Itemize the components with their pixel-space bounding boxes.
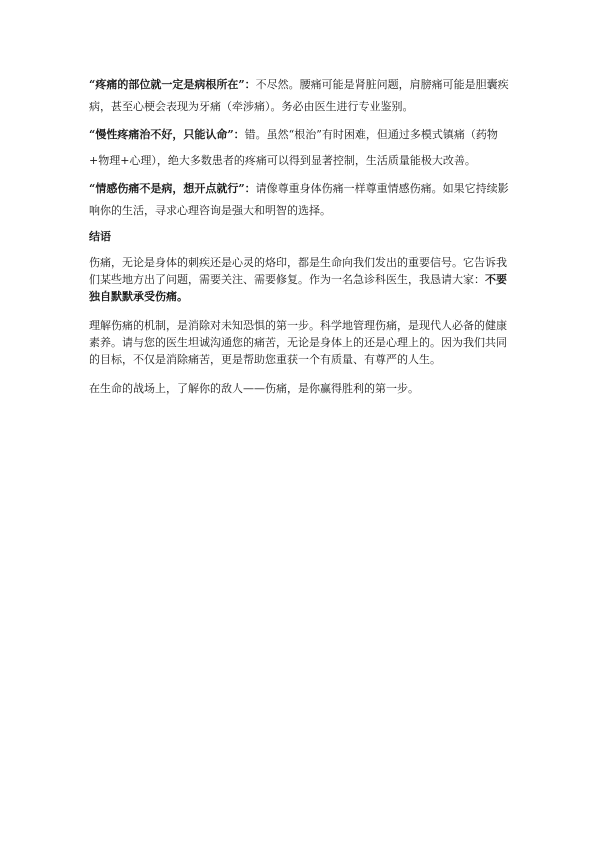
myth-title: “慢性疼痛治不好，只能认命”：: [89, 128, 245, 141]
document-content: [89, 74, 517, 397]
myth-item: [89, 178, 517, 222]
conclusion-emphasis: 不要独自默默承受伤痛。: [89, 273, 507, 303]
myth-text: 请像尊重身体伤痛一样尊重情感伤痛。如果它持续影响你的生活，寻求心理咨询是强大和明智的选择。: [89, 182, 509, 217]
myth-title: “情感伤痛不是病，想开点就行”：: [89, 182, 256, 195]
myth-item: [89, 122, 517, 174]
myth-title: “疼痛的部位就一定是病根所在”：: [89, 78, 256, 91]
conclusion-heading: 结语: [89, 230, 111, 243]
closing-sentence: 在生命的战场上，了解你的敌人——伤痛，是你赢得胜利的第一步。: [89, 382, 419, 395]
myth-item: [89, 74, 517, 118]
conclusion-paragraph: [89, 254, 517, 305]
myth-text: 不尽然。腰痛可能是肾脏问题，肩膀痛可能是胆囊疾病，甚至心梗会表现为牙痛（牵涉痛）。务必由医生进行专业鉴别。: [89, 78, 509, 113]
conclusion-paragraph: 理解伤痛的机制，是消除对未知恐惧的第一步。科学地管理伤痛，是现代人必备的健康素养。请与您的医生坦诚沟通您的痛苦，无论是身体上的还是心理上的。因为我们共同的目标，不仅是消除痛苦，更是帮助您重获一个有质量、有尊严的人生。: [89, 319, 507, 366]
myth-text: 错。虽然“根治”有时困难，但通过多模式镇痛（药物+物理+心理），绝大多数患者的疼痛可以得到显著控制，生活质量能极大改善。: [89, 128, 498, 167]
conclusion-paragraph-text: 伤痛，无论是身体的刺疾还是心灵的烙印，都是生命向我们发出的重要信号。它告诉我们某些地方出了问题，需要关注、需要修复。作为一名急诊科医生，我恳请大家：: [89, 256, 507, 286]
